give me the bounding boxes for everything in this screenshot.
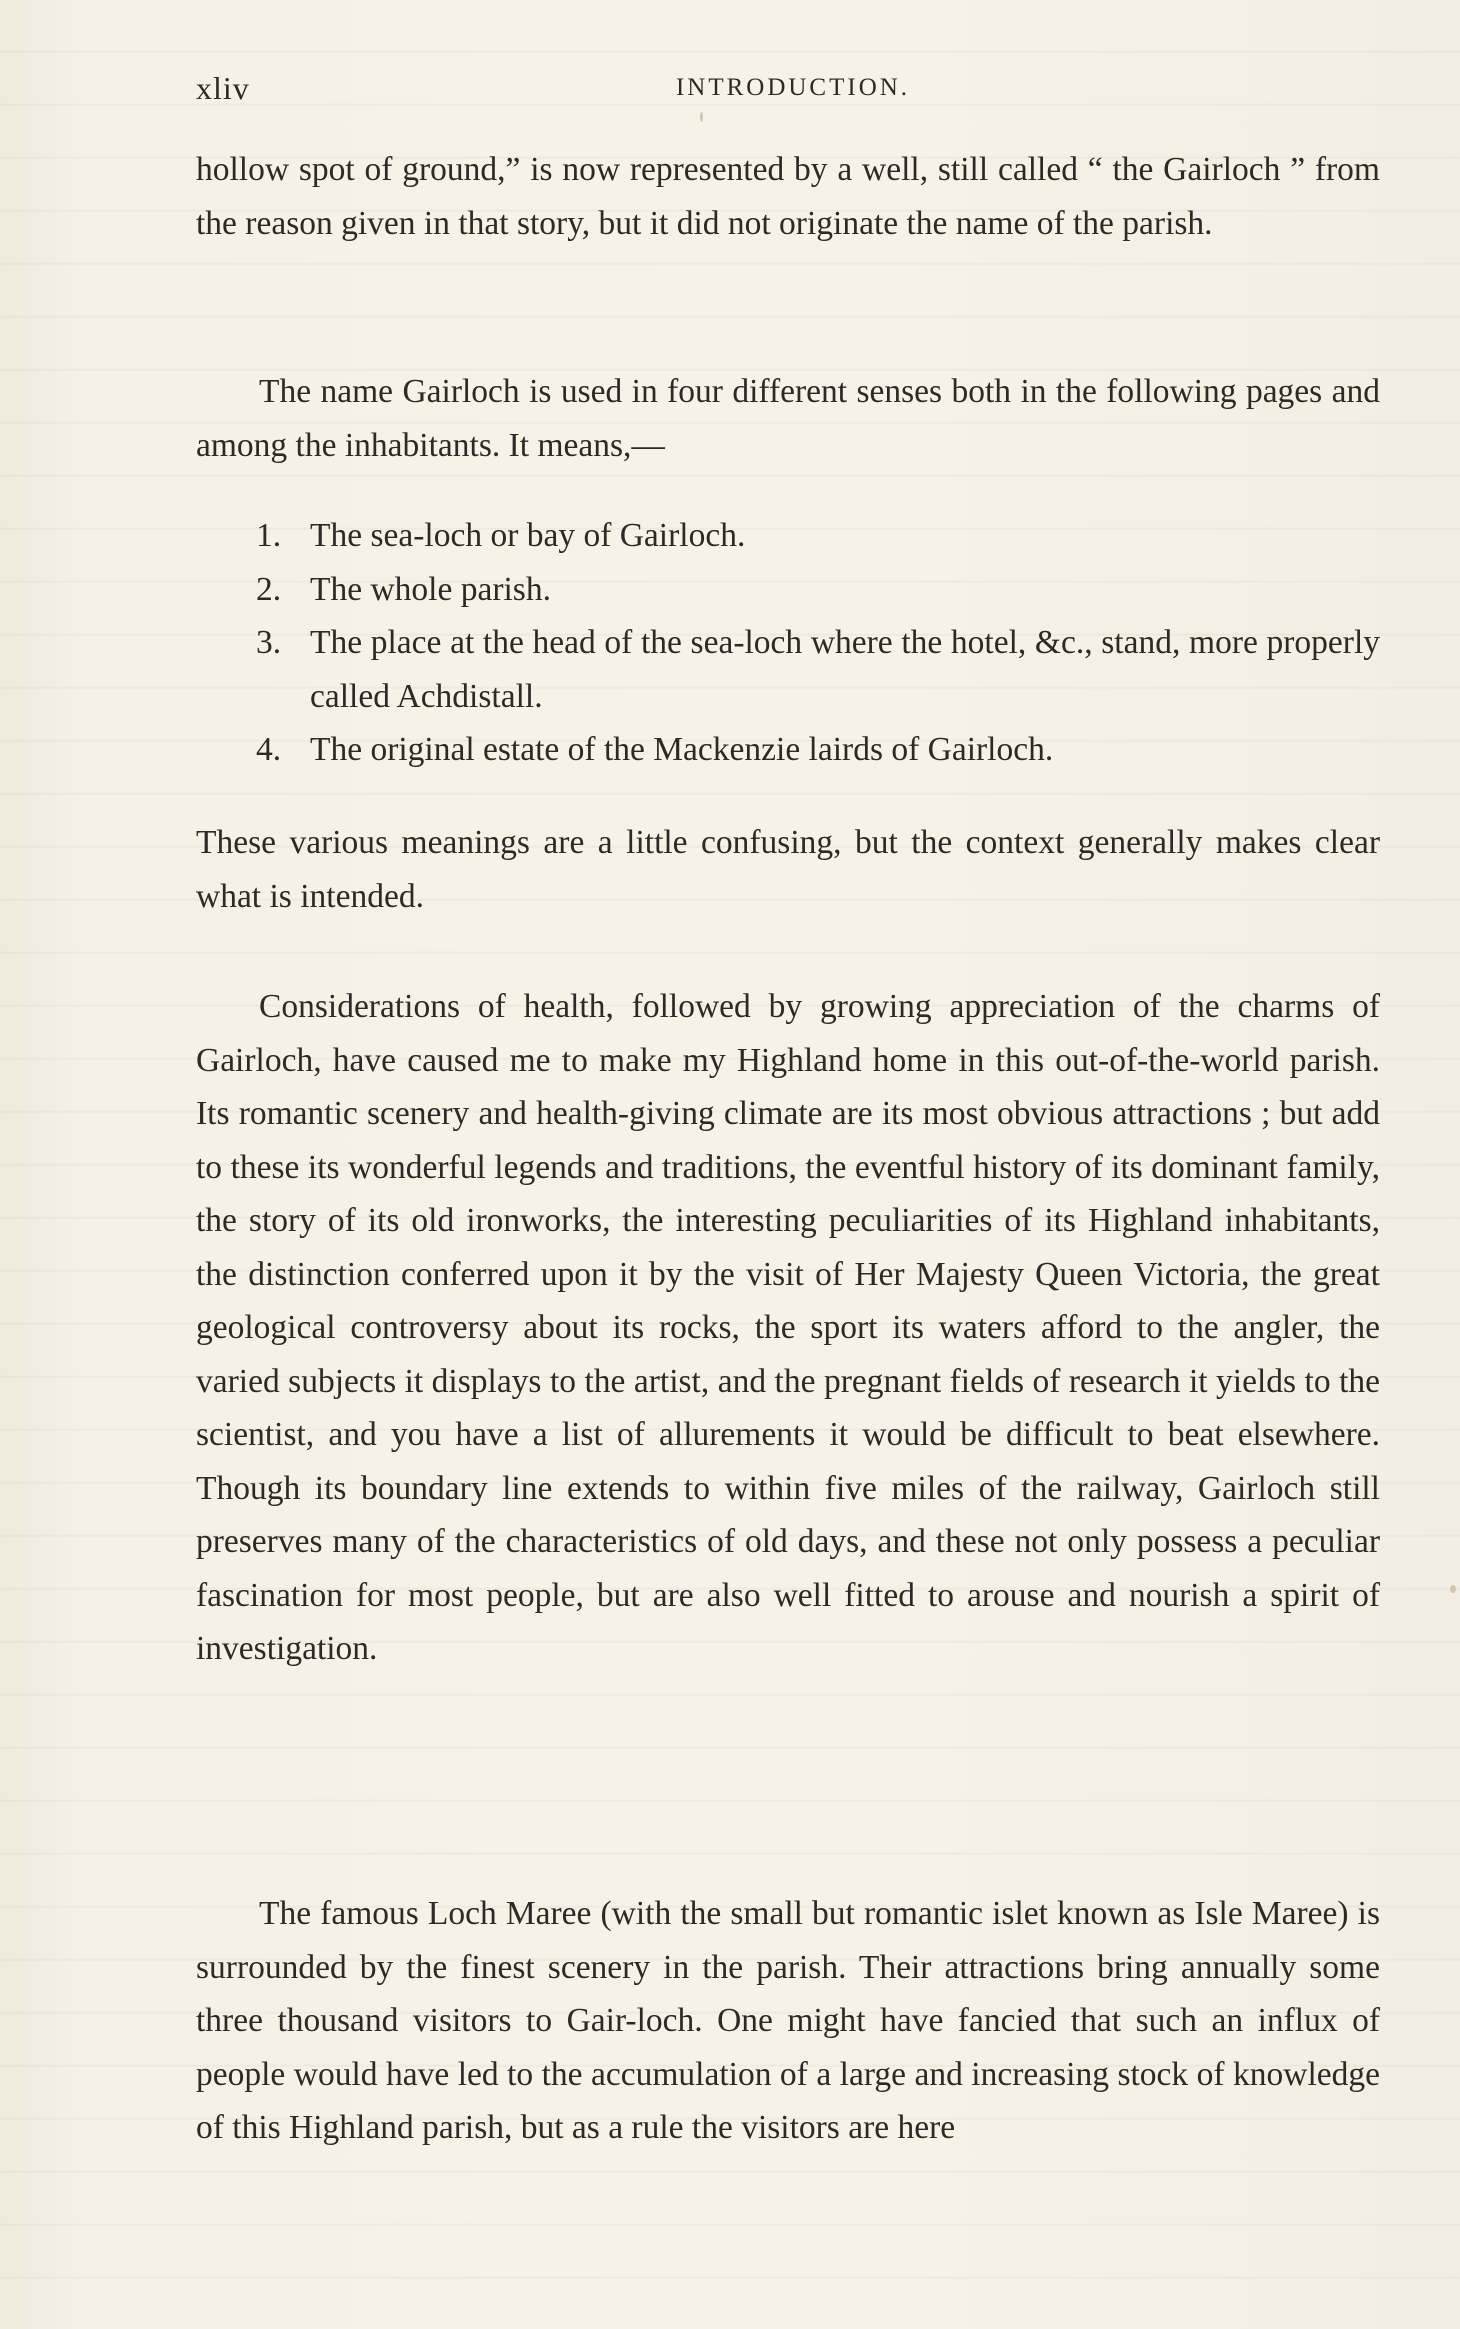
list-item-text: The place at the head of the sea-loch where the hotel, &c., stand, more properly called Achdistall. xyxy=(310,624,1380,715)
list-item-number: 1. xyxy=(256,517,282,554)
list-item-number: 4. xyxy=(256,731,282,768)
list-item xyxy=(196,509,1380,563)
paragraph-gairloch-senses xyxy=(196,365,1380,472)
paragraph-considerations xyxy=(196,980,1380,1676)
list-item-number: 2. xyxy=(256,570,282,608)
list-item xyxy=(196,563,1380,617)
paragraph-text: The famous Loch Maree (with the small but romantic islet known as Isle Maree) is surrounded by the finest scenery in the parish. Their attractions bring annually some three thousand visitors to Gair-loch. One might have fancied that such an influx of people would have led to the accumulation of a large and increasing stock of knowledge of this Highland parish, but as a rule the visitors are here xyxy=(196,1895,1380,2146)
list-item-text: The original estate of the Mackenzie lairds of Gairloch. xyxy=(310,731,1054,768)
paragraph-text: The name Gairloch is used in four different senses both in the following pages and among the inhabitants. It means,— xyxy=(196,373,1380,464)
page-header xyxy=(196,70,1380,110)
list-item xyxy=(196,616,1380,723)
paragraph-text: hollow spot of ground,” is now represented by a well, still called “ the Gairloch ” from the reason given in that story, but it did not originate the name of the parish. xyxy=(196,151,1380,242)
paragraph-text: These various meanings are a little confusing, but the context generally makes clear what is intended. xyxy=(196,824,1380,915)
paper-speck xyxy=(700,112,703,122)
list-item-text: The whole parish. xyxy=(310,570,551,608)
list-item-number: 3. xyxy=(256,624,282,661)
senses-list xyxy=(196,509,1380,777)
paragraph-loch-maree xyxy=(196,1887,1380,2155)
paragraph-continuation xyxy=(196,143,1380,250)
paragraph-text: Considerations of health, followed by growing appreciation of the charms of Gairloch, have caused me to make my Highland home in this out-of-the-world parish. Its romantic scenery and health-giving climate are its most obvious attractions ; but add to these its wonderful legends and traditions, the eventful history of its dominant family, the story of its old ironworks, the interesting peculiarities of its Highland inhabitants, the distinction conferred upon it by the visit of Her Majesty Queen Victoria, the great geological controversy about its rocks, the sport its waters afford to the angler, the varied subjects it displays to the artist, and the pregnant fields of research it yields to the scientist, and you have a list of allurements it would be difficult to beat elsewhere. Though its boundary line extends to within five miles of the railway, Gairloch still preserves many of the characteristics of old days, and these not only possess a peculiar fascination for most people, but are also well fitted to arouse and nourish a spirit of investigation. xyxy=(196,988,1380,1667)
paper-speck xyxy=(1450,1585,1456,1593)
list-item xyxy=(196,723,1380,777)
paragraph-meanings-note xyxy=(196,816,1380,923)
running-head: INTRODUCTION. xyxy=(675,74,911,101)
list-item-text: The sea-loch or bay of Gairloch. xyxy=(310,517,746,554)
page-number: xliv xyxy=(196,70,250,106)
